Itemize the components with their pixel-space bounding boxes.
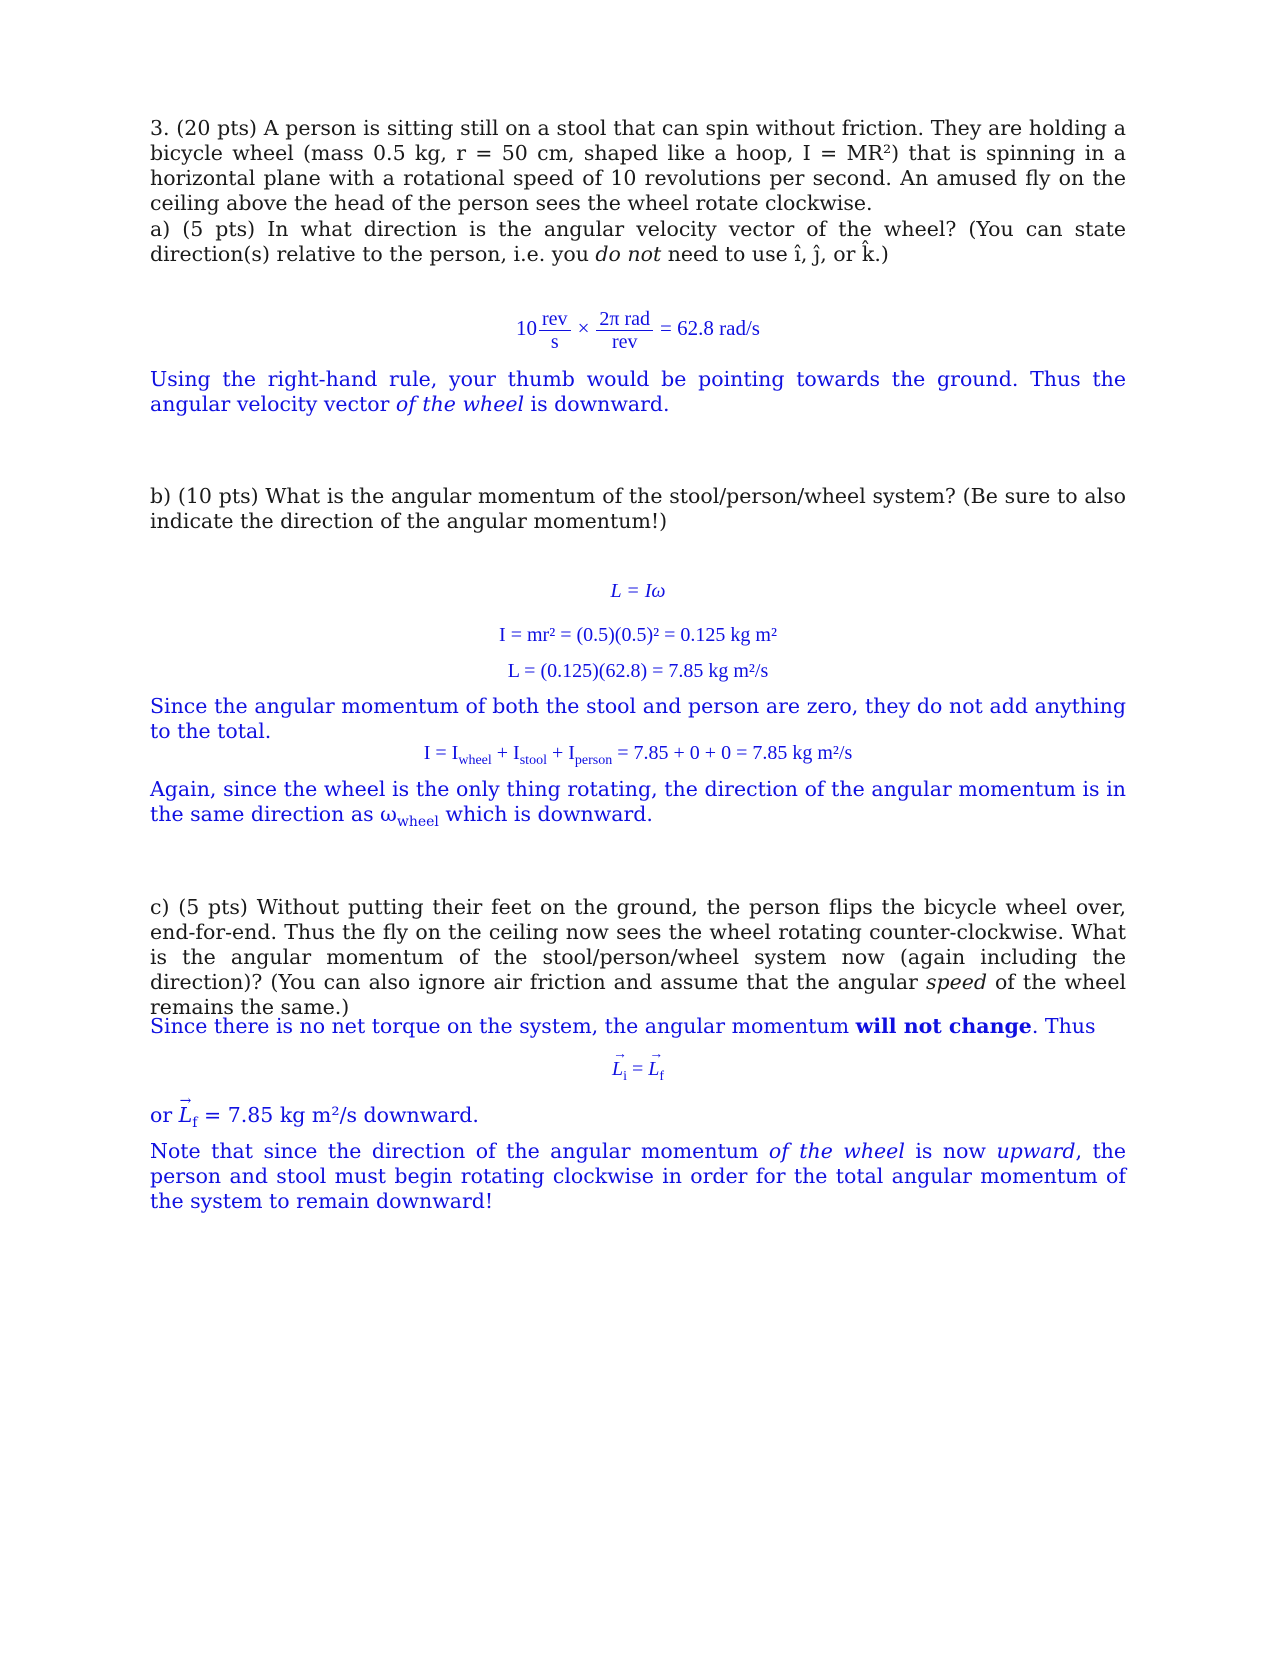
part-c-question-text: c) (5 pts) Without putting their feet on the ground, the person flips the bicycle wheel over, end-for-end. Thus the fly on the ceiling now sees the wheel rotating counter-clockwise. What is the angular momentum of the stool/person/wheel system now (again including the direction)? (You can also ignore air friction and assume that the angular — [150, 895, 1126, 994]
eq4-sub-wheel: wheel — [458, 753, 492, 768]
part-a-answer-text-end: is downward. — [524, 392, 670, 416]
part-c-answer-bold: will not change — [855, 1014, 1032, 1038]
note-text: is now — [904, 1139, 997, 1163]
sub-f: f — [659, 1069, 665, 1084]
part-b-answer-2 — [150, 777, 1126, 831]
eq4-part: + I — [546, 742, 575, 764]
fraction-numerator: rev — [539, 308, 571, 331]
note-emphasis: of the wheel — [768, 1139, 905, 1163]
fraction-denominator: s — [550, 331, 559, 353]
note-emphasis: upward — [996, 1139, 1076, 1163]
problem-intro: 3. (20 pts) A person is sitting still on a stool that can spin without friction. They are holding a bicycle wheel (mass 0.5 kg, r = 50 cm, shaped like a hoop, I = MR²) that is spinning in a horizontal plane with a rotational speed of 10 revolutions per second. An amused fly on the ceiling above the head of the person sees the wheel rotate clockwise. — [150, 116, 1126, 215]
vector-l: → L — [612, 1056, 623, 1082]
part-b-question-text: b) (10 pts) What is the angular momentum of the stool/person/wheel system? (Be sure to also indicate the direction of the angular momentum!) — [150, 484, 1126, 533]
part-a-answer — [150, 367, 1126, 417]
part-a-equation — [150, 308, 1126, 353]
part-c-question — [150, 895, 1126, 1020]
fraction-numerator: 2π rad — [596, 308, 653, 331]
fraction-rev-per-s — [539, 308, 571, 353]
eq4-part: + I — [491, 742, 520, 764]
fraction-denominator: rev — [611, 331, 638, 353]
sub-f: f — [192, 1115, 198, 1132]
eq4-sub-person: person — [574, 753, 613, 768]
part-c-question-text-end: of the wheel remains the same.) — [150, 970, 1127, 1019]
part-c-answer-1 — [150, 1014, 1126, 1039]
part-c-question-emphasis: speed — [925, 970, 987, 994]
part-b-answer-2-text: Again, since the wheel is the only thing rotating, the direction of the angular momentum is in the same direction as ω — [150, 777, 1126, 826]
part-c-equation — [150, 1056, 1126, 1082]
part-c-note — [150, 1139, 1126, 1214]
vector-l: → L — [648, 1056, 659, 1082]
part-b-eq4 — [150, 740, 1126, 766]
part-c-answer-text-end: . Thus — [1031, 1014, 1096, 1038]
or-text: or — [150, 1103, 179, 1127]
eq-lead: 10 — [516, 316, 538, 341]
part-a-question — [150, 217, 1126, 267]
part-a-question-text-end: need to use î, ĵ, or k̂.) — [661, 242, 889, 266]
part-a-answer-text: Using the right-hand rule, your thumb would be pointing towards the ground. Thus the angular velocity vector — [150, 367, 1126, 416]
note-text: Note that since the direction of the angular momentum — [150, 1139, 769, 1163]
times-sign: × — [577, 316, 590, 341]
part-a-question-emphasis: do not — [595, 242, 662, 266]
part-b-question — [150, 484, 1126, 534]
eq-angular-momentum: L = (0.125)(62.8) = 7.85 kg m²/s — [507, 660, 769, 682]
part-b-answer-1-text: Since the angular momentum of both the stool and person are zero, they do not add anything to the total. — [150, 694, 1126, 743]
part-c-or-line — [150, 1103, 1126, 1132]
vector-l: → L — [179, 1103, 193, 1128]
problem-statement — [150, 116, 1126, 216]
sub-i: i — [623, 1069, 627, 1084]
eq-result: = 62.8 rad/s — [660, 316, 760, 341]
eq4-sub-stool: stool — [519, 753, 547, 768]
part-a-question-text: a) (5 pts) In what direction is the angular velocity vector of the wheel? (You can state direction(s) relative to the person, i.e. you — [150, 217, 1126, 266]
eq4-result: = 7.85 + 0 + 0 = 7.85 kg m²/s — [612, 742, 853, 764]
part-b-eq3 — [150, 658, 1126, 684]
part-b-answer-2-text-end: which is downward. — [438, 802, 653, 826]
omega-sub-wheel: wheel — [396, 814, 439, 831]
part-c-answer-text: Since there is no net torque on the system, the angular momentum — [150, 1014, 856, 1038]
equals-sign: = — [626, 1058, 649, 1080]
note-text-end: , the person and stool must begin rotating clockwise in order for the total angular momentum of the system to remain downward! — [150, 1139, 1127, 1213]
part-b-eq2 — [150, 622, 1126, 648]
or-line-rest: = 7.85 kg m²/s downward. — [197, 1103, 479, 1127]
eq4-part: I = I — [423, 742, 459, 764]
eq-moment-of-inertia: I = mr² = (0.5)(0.5)² = 0.125 kg m² — [499, 624, 777, 646]
part-b-answer-1 — [150, 694, 1126, 744]
fraction-rad-per-rev — [596, 308, 653, 353]
eq-l-i-omega: L = Iω — [610, 580, 666, 602]
part-b-eq1 — [150, 578, 1126, 604]
part-a-answer-emphasis: of the wheel — [395, 392, 525, 416]
